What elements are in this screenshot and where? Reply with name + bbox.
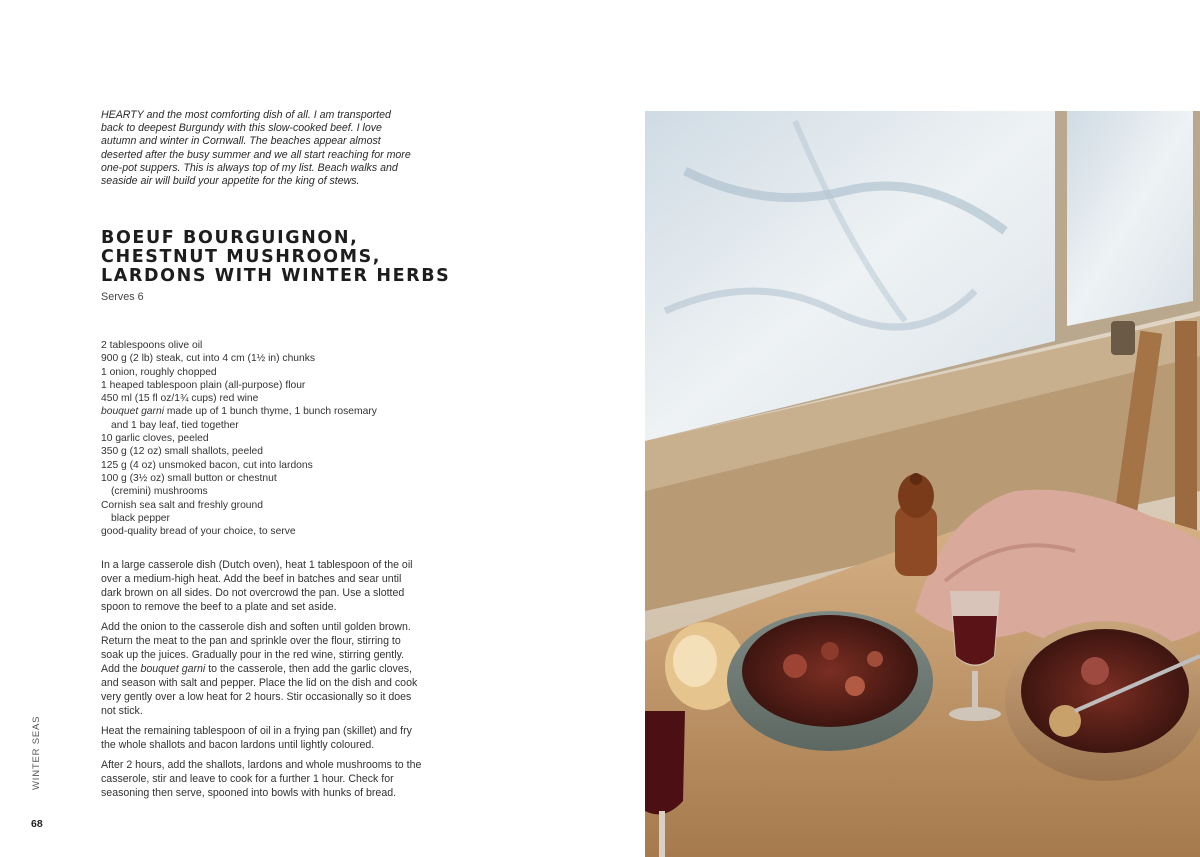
ingredient-item: 100 g (3½ oz) small button or chestnut xyxy=(101,472,277,484)
method-step-2-italic: bouquet garni xyxy=(140,663,206,675)
ingredient-item: 450 ml (15 fl oz/1¾ cups) red wine xyxy=(101,393,259,405)
method-step-4: After 2 hours, add the shallots, lardons and whole mushrooms to the casserole, stir and leave to cook for a further 1 hour. Check for seasoning then serve, spooned into bowls with hunks of bread. xyxy=(101,759,422,799)
ingredient-item: 2 tablespoons olive oil xyxy=(101,340,203,351)
food-photo xyxy=(645,111,1200,857)
ingredient-item: 1 heaped tablespoon plain (all-purpose) flour xyxy=(101,379,306,391)
photo-bowl-left xyxy=(727,611,933,751)
method-step-2-text-end: to the casserole, then add the garlic cloves, and season with salt and pepper. Place the lid on the dish and cook very gently over a low heat for 2 hours. Stir occasionally so it does not stick. xyxy=(101,663,418,717)
ingredient-list xyxy=(101,339,431,538)
method-section xyxy=(101,558,423,806)
photo-pepper-mill xyxy=(895,473,937,576)
ingredient-item: 350 g (12 oz) small shallots, peeled xyxy=(101,446,263,458)
method-step-1: In a large casserole dish (Dutch oven), heat 1 tablespoon of the oil over a medium-high heat. Add the beef in batches and sear until dark brown on all sides. Do not overcrowd the pan. Use a slotted spoon to remove the beef to a plate and set aside. xyxy=(101,559,413,613)
intro-lead: HEARTY xyxy=(101,109,144,121)
method-step-3: Heat the remaining tablespoon of oil in a frying pan (skillet) and fry the whole shallots and bacon lardons until lightly coloured. xyxy=(101,725,412,751)
method-step-2 xyxy=(101,620,423,718)
ingredient-continuation: and 1 bay leaf, tied together xyxy=(111,419,239,431)
intro-paragraph xyxy=(101,109,416,188)
intro-text: and the most comforting dish of all. I am transported back to deepest Burgundy with this slow-cooked beef. I love autumn and winter in Cornwall. The beaches appear almost deserted after the busy summer and we all start reaching for more one-pot suppers. This is always top of my list. Beach walks and seaside air will build your appetite for the king of stews. xyxy=(101,109,411,188)
ingredient-italic-term: bouquet garni xyxy=(101,406,164,418)
ingredient-continuation: (cremini) mushrooms xyxy=(111,486,208,498)
recipe-title xyxy=(101,229,461,286)
ingredient-item: Cornish sea salt and freshly ground xyxy=(101,499,263,511)
photo-bowl-right xyxy=(1005,621,1200,781)
method-step-2-text: Add the onion to the casserole dish and soften until golden brown. Return the meat to the pan and sprinkle over the flour, stirring to soak up the juices. Gradually pour in the red wine, stirring gently. Add the xyxy=(101,621,411,675)
page-number: 68 xyxy=(31,818,43,830)
serves-count: Serves 6 xyxy=(101,291,144,303)
section-side-label: WINTER SEAS xyxy=(31,715,42,790)
recipe-title-line-1: BOEUF BOURGUIGNON, xyxy=(101,228,359,248)
ingredient-item: 900 g (2 lb) steak, cut into 4 cm (1½ in) chunks xyxy=(101,353,316,365)
ingredient-item: good-quality bread of your choice, to serve xyxy=(101,526,296,538)
recipe-title-line-2: CHESTNUT MUSHROOMS, xyxy=(101,247,382,267)
ingredient-item: 125 g (4 oz) unsmoked bacon, cut into lardons xyxy=(101,459,313,471)
ingredient-text: made up of 1 bunch thyme, 1 bunch rosemary xyxy=(163,406,377,418)
ingredient-continuation: black pepper xyxy=(111,512,170,524)
ingredient-item: 1 onion, roughly chopped xyxy=(101,366,217,378)
ingredient-item: 10 garlic cloves, peeled xyxy=(101,433,209,445)
ingredient-item xyxy=(101,405,431,418)
recipe-title-line-3: LARDONS WITH WINTER HERBS xyxy=(101,266,451,286)
